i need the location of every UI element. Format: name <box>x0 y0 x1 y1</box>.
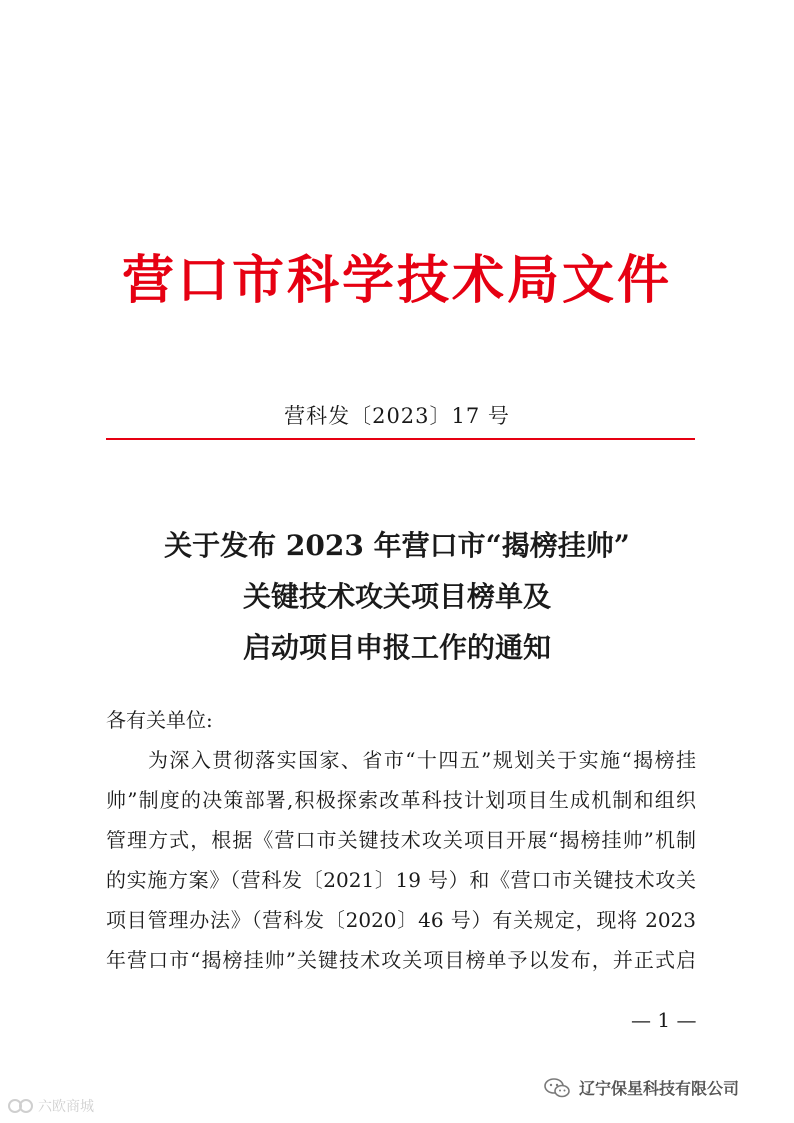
page-number: — 1 — <box>631 1008 697 1032</box>
body-line: 管理方式，根据《营口市关键技术攻关项目开展“揭榜挂帅”机制 <box>106 828 696 852</box>
document-number: 营科发〔2023〕17 号 <box>284 404 510 428</box>
title-line: 关键技术攻关项目榜单及 <box>242 580 551 613</box>
wechat-icon <box>543 1077 571 1099</box>
body-line: 为深入贯彻落实国家、省市“十四五”规划关于实施“揭榜挂 <box>148 748 696 772</box>
watermark-left-text: 六欧商城 <box>38 1099 94 1115</box>
watermark-right-text: 辽宁保星科技有限公司 <box>579 1079 740 1098</box>
title-line: 关于发布 2023 年营口市“揭榜挂帅” <box>164 529 630 562</box>
title-line: 启动项目申报工作的通知 <box>242 631 551 664</box>
red-divider <box>106 438 695 440</box>
body-line: 的实施方案》（营科发〔2021〕19 号）和《营口市关键技术攻关 <box>106 868 696 892</box>
document-body <box>106 700 696 980</box>
logo-icon <box>8 1097 34 1115</box>
document-masthead: 营口市科学技术局文件 <box>121 250 672 311</box>
body-line: 帅”制度的决策部署,积极探索改革科技计划项目生成机制和组织 <box>106 788 696 812</box>
watermark-left <box>8 1096 94 1116</box>
document-title <box>0 520 794 673</box>
salutation: 各有关单位: <box>106 708 213 732</box>
body-line: 年营口市“揭榜挂帅”关键技术攻关项目榜单予以发布，并正式启 <box>106 948 696 972</box>
watermark-right <box>543 1076 739 1099</box>
body-line: 项目管理办法》（营科发〔2020〕46 号）有关规定，现将 2023 <box>106 908 696 932</box>
